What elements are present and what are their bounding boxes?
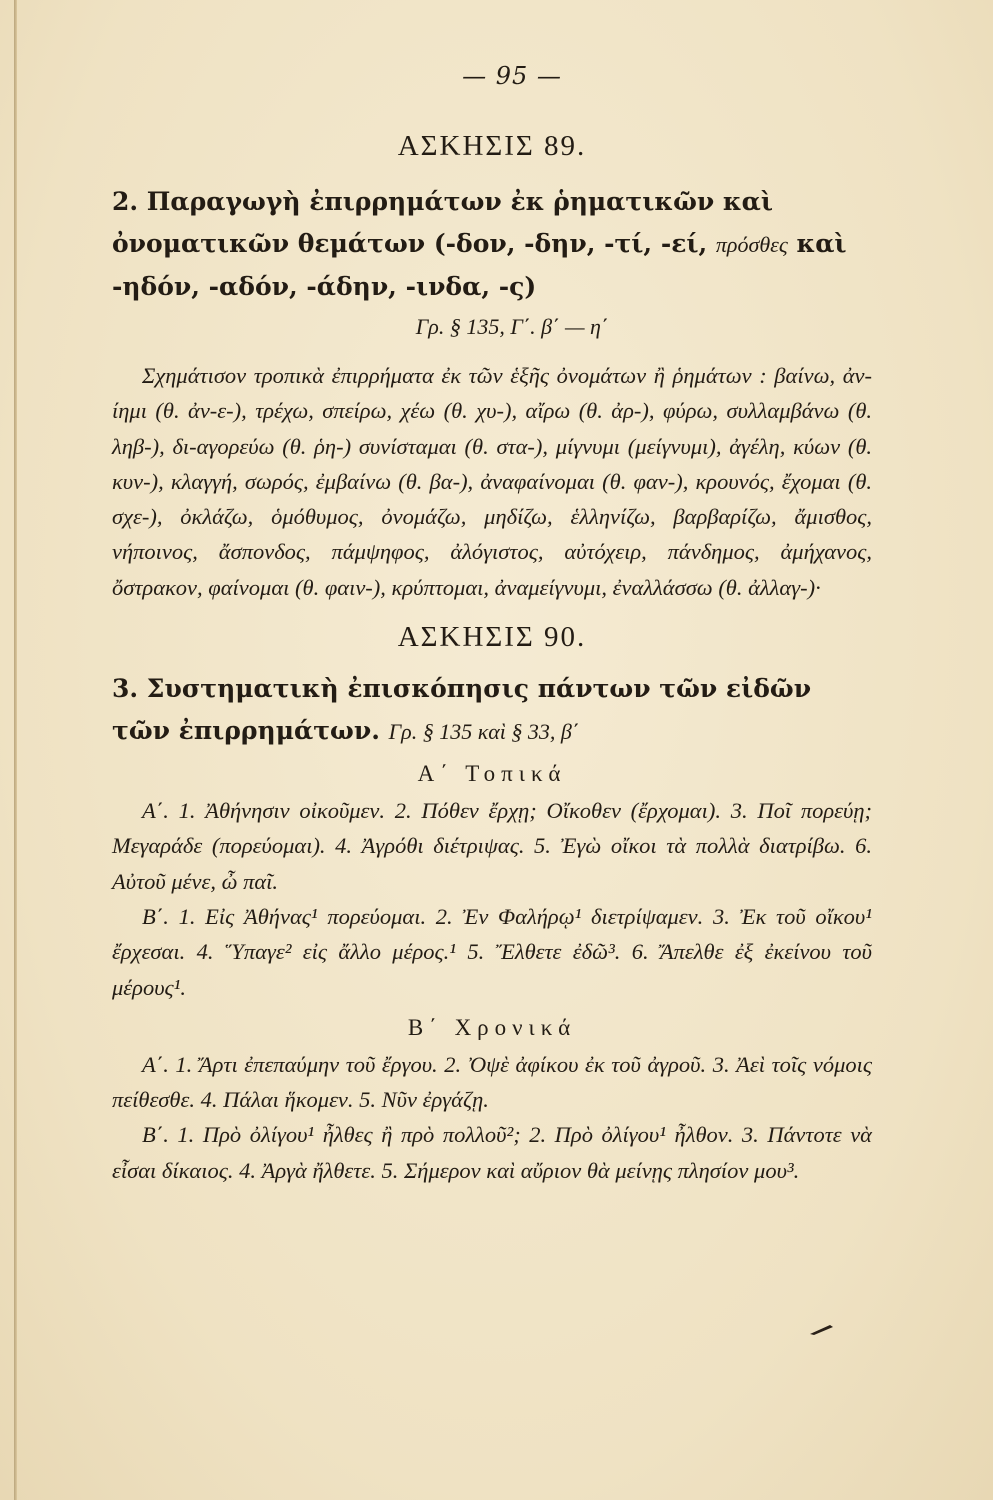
exercise-89-grammar-ref: Γρ. § 135, Γ΄. β΄ — η΄	[415, 314, 609, 339]
section-topika-part-b: Β΄. 1. Εἰς Ἀθήνας¹ πορεύομαι. 2. Ἐν Φαλήρῳ¹ διετρίψαμεν. 3. Ἐκ τοῦ οἴκου¹ ἔρχεσαι. 4. Ὕπαγε² εἰς ἄλλο μέρος.¹ 5. Ἔλθετε ἐδῶ³. 6. Ἄπελθε ἐξ ἐκείνου τοῦ μέρους¹.	[112, 903, 872, 1000]
section-topika-title: Α΄ Τοπικά	[417, 761, 567, 787]
section-topika-part-a: Α΄. 1. Ἀθήνησιν οἰκοῦμεν. 2. Πόθεν ἔρχῃ; Οἴκοθεν (ἔρχομαι). 3. Ποῖ πορεύῃ; Μεγαράδε (πορεύομαι). 4. Ἀγρόθι διέτριψας. 5. Ἐγὼ οἴκοι τὰ πολλὰ διατρίβω. 6. Αὐτοῦ μένε, ὦ παῖ.	[112, 798, 872, 894]
page-content	[112, 62, 872, 1188]
section-chronika-title: Β΄ Χρονικά	[407, 1014, 577, 1040]
page-binding-edge	[14, 0, 17, 1500]
exercise-89-heading-italic: πρόσθες	[715, 232, 788, 257]
exercise-90-heading	[112, 668, 872, 753]
exercise-90-title: ΑΣΚΗΣΙΣ 90.	[397, 621, 587, 654]
exercise-89-heading	[112, 181, 872, 308]
exercise-89-text: Σχημάτισον τροπικὰ ἐπιρρήματα ἐκ τῶν ἑξῆς ὀνομάτων ἢ ῥημάτων : βαίνω, ἀν-ίημι (θ. ἀν-ε-), τρέχω, σπείρω, χέω (θ. χυ-), αἴρω (θ. ἀρ-), φύρω, συλλαμβάνω (θ. ληβ-), δι-αγορεύω (θ. ῥη-) συνίσταμαι (θ. στα-), μίγνυμι (μείγνυμι), ἀγέλη, κύων (θ. κυν-), κλαγγή, σωρός, ἐμβαίνω (θ. βα-), ἀναφαίνομαι (θ. φαν-), κρουνός, ἔχομαι (θ. σχε-), ὀκλάζω, ὁμόθυμος, ὀνομάζω, μηδίζω, ἑλληνίζω, βαρβαρίζω, ἄμισθος, νήποινος, ἄσπονδος, πάμψηφος, ἀλόγιστος, αὐτόχειρ, πάνδημος, ἀμήχανος, ὄστρακον, φαίνομαι (θ. φαιν-), κρύπτομαι, ἀναμείγνυμι, ἐναλλάσσω (θ. ἀλλαγ-)·	[112, 363, 872, 600]
exercise-89-heading-text: 2. Παραγωγὴ ἐπιρρημάτων ἐκ ῥηματικῶν καὶ ὀνοματικῶν θεμάτων (-δον, -δην, -τί, -εί,	[112, 187, 773, 258]
exercise-89-heading-tail: καὶ -ηδόν, -αδόν, -άδην, -ινδα, -ς)	[112, 229, 847, 301]
page-number: — 95 —	[462, 62, 562, 90]
section-chronika-part-a: Α΄. 1. Ἄρτι ἐπεπαύμην τοῦ ἔργου. 2. Ὀψὲ ἀφίκου ἐκ τοῦ ἀγροῦ. 3. Ἀεὶ τοῖς νόμοις πείθεσθε. 4. Πάλαι ἥκομεν. 5. Νῦν ἐργάζῃ.	[112, 1051, 872, 1113]
exercise-89-title: ΑΣΚΗΣΙΣ 89.	[397, 130, 587, 162]
exercise-90-heading-text: 3. Συστηματικὴ ἐπισκόπησις πάντων τῶν εἰδῶν τῶν ἐπιρρημάτων.	[112, 674, 812, 746]
pencil-mark-icon	[808, 1322, 836, 1336]
section-chronika-part-b: Β΄. 1. Πρὸ ὀλίγου¹ ἦλθες ἢ πρὸ πολλοῦ²; 2. Πρὸ ὀλίγου¹ ἦλθον. 3. Πάντοτε νὰ εἶσαι δίκαιος. 4. Ἀργὰ ἤλθετε. 5. Σήμερον καὶ αὔριον θὰ μείνῃς πλησίον μου³.	[112, 1122, 872, 1183]
exercise-90-grammar-ref: Γρ. § 135 καὶ § 33, β΄	[388, 719, 580, 745]
